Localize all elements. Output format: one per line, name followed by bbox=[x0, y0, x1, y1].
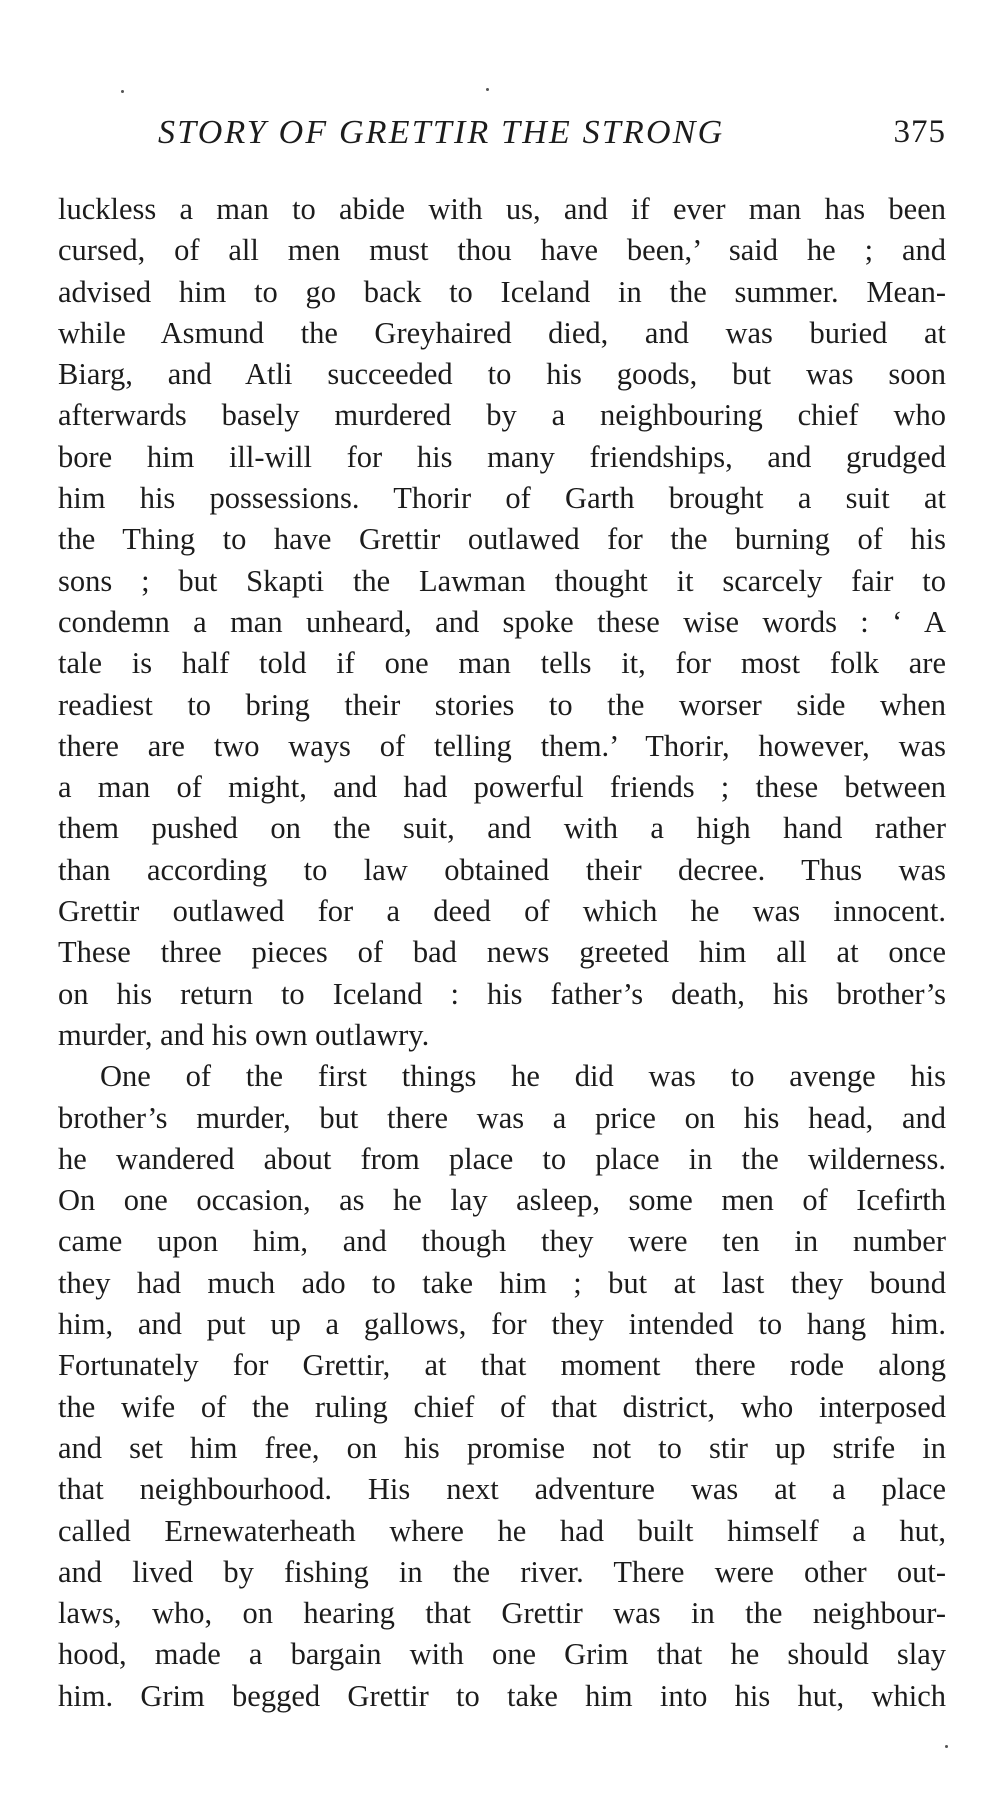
text-line: and set him free, on his promise not to stir up strife in bbox=[58, 1430, 946, 1465]
running-title: STORY OF GRETTIR THE STRONG bbox=[158, 114, 725, 151]
book-page bbox=[58, 100, 946, 1717]
text-line: he wandered about from place to place in the wilderness. bbox=[58, 1141, 946, 1176]
text-line: cursed, of all men must thou have been,’ said he ; and bbox=[58, 233, 946, 268]
text-line: came upon him, and though they were ten in number bbox=[58, 1224, 946, 1259]
page-header bbox=[58, 100, 946, 160]
text-line: condemn a man unheard, and spoke these wise words : ‘ A bbox=[58, 604, 946, 639]
text-line: luckless a man to abide with us, and if ever man has been bbox=[58, 192, 946, 226]
text-line: laws, who, on hearing that Grettir was in the neighbour- bbox=[58, 1596, 946, 1631]
text-line: hood, made a bargain with one Grim that he should slay bbox=[58, 1637, 946, 1672]
text-line: sons ; but Skapti the Lawman thought it scarcely fair to bbox=[58, 563, 946, 598]
speck bbox=[121, 90, 124, 93]
page-number: 375 bbox=[893, 114, 946, 150]
speck bbox=[945, 1745, 948, 1748]
text-line: These three pieces of bad news greeted him all at once bbox=[58, 935, 946, 970]
text-line: that neighbourhood. His next adventure was at a place bbox=[58, 1472, 946, 1507]
text-line: they had much ado to take him ; but at last they bound bbox=[58, 1265, 946, 1300]
paragraph bbox=[58, 1056, 946, 1717]
text-line: tale is half told if one man tells it, for most folk are bbox=[58, 646, 946, 681]
text-line: while Asmund the Greyhaired died, and was buried at bbox=[58, 315, 946, 350]
text-line: Biarg, and Atli succeeded to his goods, but was soon bbox=[58, 357, 946, 392]
text-line: and lived by fishing in the river. There were other out- bbox=[58, 1554, 946, 1589]
text-line: a man of might, and had powerful friends ; these between bbox=[58, 770, 946, 805]
text-line: him. Grim begged Grettir to take him into his hut, which bbox=[58, 1678, 946, 1713]
text-line: the wife of the ruling chief of that district, who interposed bbox=[58, 1389, 946, 1424]
body-text bbox=[58, 189, 946, 1717]
text-line: advised him to go back to Iceland in the summer. Mean- bbox=[58, 274, 946, 309]
speck bbox=[486, 88, 489, 91]
text-line: than according to law obtained their decree. Thus was bbox=[58, 852, 946, 887]
text-line: murder, and his own outlawry. bbox=[58, 1017, 430, 1052]
text-line: called Ernewaterheath where he had built himself a hut, bbox=[58, 1513, 946, 1548]
text-line: One of the first things he did was to avenge his bbox=[100, 1059, 946, 1094]
text-line: there are two ways of telling them.’ Thorir, however, was bbox=[58, 728, 946, 763]
text-line: bore him ill-will for his many friendships, and grudged bbox=[58, 439, 946, 474]
text-line: him his possessions. Thorir of Garth brought a suit at bbox=[58, 481, 946, 516]
text-line: readiest to bring their stories to the worser side when bbox=[58, 687, 946, 722]
text-line: on his return to Iceland : his father’s death, his brother’s bbox=[58, 976, 946, 1011]
paragraph bbox=[58, 189, 946, 1056]
text-line: him, and put up a gallows, for they intended to hang him. bbox=[58, 1307, 946, 1342]
text-line: them pushed on the suit, and with a high hand rather bbox=[58, 811, 946, 846]
text-line: Grettir outlawed for a deed of which he was innocent. bbox=[58, 894, 946, 929]
text-line: the Thing to have Grettir outlawed for the burning of his bbox=[58, 522, 946, 557]
text-line: afterwards basely murdered by a neighbouring chief who bbox=[58, 398, 946, 433]
text-line: On one occasion, as he lay asleep, some men of Icefirth bbox=[58, 1183, 946, 1218]
text-line: brother’s murder, but there was a price on his head, and bbox=[58, 1100, 946, 1135]
text-line: Fortunately for Grettir, at that moment there rode along bbox=[58, 1348, 946, 1383]
